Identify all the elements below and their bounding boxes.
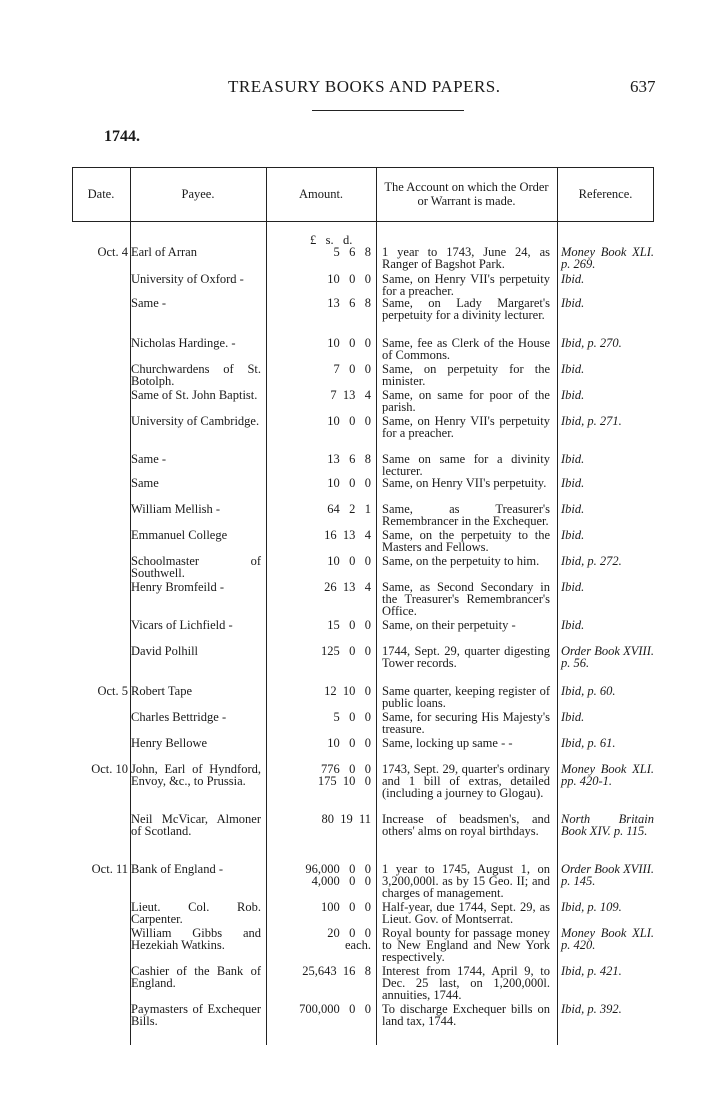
row-account: Same, on Henry VII's perpetuity for a preacher. (382, 414, 550, 440)
row-payee: David Polhill (131, 644, 199, 658)
row-payee: Charles Bettridge - (131, 710, 227, 724)
row-amount: 10 0 0 (327, 414, 371, 428)
row-reference: Money Book XLI. p. 420. (561, 926, 654, 952)
row-payee: Emmanuel College (131, 528, 228, 542)
row-account: Same quarter, keeping register of public loans. (382, 684, 550, 710)
row-payee: Paymasters of Exchequer Bills. (131, 1002, 261, 1028)
row-amount: 5 6 8 (333, 245, 371, 259)
row-reference: Money Book XLI. p. 269. (561, 245, 654, 271)
row-reference: Ibid, p. 421. (561, 964, 622, 978)
row-account: Same, on Henry VII's perpetuity for a preacher. (382, 272, 550, 298)
row-amount: 64 2 1 (327, 502, 371, 516)
row-amount: 700,000 0 0 (299, 1002, 371, 1016)
row-payee: Neil McVicar, Almoner of Scotland. (131, 812, 261, 838)
row-amount: 776 0 0 175 10 0 (317, 762, 371, 788)
row-reference: Ibid. (561, 528, 585, 542)
amount-units: £ s. d. (310, 233, 353, 247)
row-reference: Ibid. (561, 272, 585, 286)
row-reference: Ibid. (561, 502, 585, 516)
row-reference: Ibid. (561, 362, 585, 376)
row-amount: 25,643 16 8 (302, 964, 371, 978)
row-amount: 7 0 0 (333, 362, 371, 376)
header-account: The Account on which the Order or Warrant is made. (384, 180, 549, 208)
row-payee: Robert Tape (131, 684, 193, 698)
row-account: 1744, Sept. 29, quarter digesting Tower records. (382, 644, 550, 670)
row-payee: Schoolmaster of Southwell. (131, 554, 261, 580)
row-account: 1 year to 1743, June 24, as Ranger of Bagshot Park. (382, 245, 550, 271)
row-payee: Earl of Arran (131, 245, 197, 259)
row-account: Same, as Second Secondary in the Treasurer's Remembrancer's Office. (382, 580, 550, 618)
col-divider (376, 167, 377, 1045)
row-reference: Ibid. (561, 710, 585, 724)
row-payee: William Mellish - (131, 502, 221, 516)
row-payee: Same (131, 476, 159, 490)
header-bottom-rule (72, 221, 654, 222)
row-account: Interest from 1744, April 9, to Dec. 25 last, on 1,200,000l. annuities, 1744. (382, 964, 550, 1002)
row-reference: Ibid, p. 392. (561, 1002, 622, 1016)
row-amount: 10 0 0 (327, 476, 371, 490)
treasury-table (72, 167, 654, 1045)
row-account: Same, on perpetuity for the minister. (382, 362, 550, 388)
header-reference: Reference. (578, 187, 633, 201)
row-payee: Churchwardens of St. Botolph. (131, 362, 261, 388)
row-account: Same, on the perpetuity to the Masters and Fellows. (382, 528, 550, 554)
row-amount: 10 0 0 (327, 272, 371, 286)
row-payee: Nicholas Hardinge. - (131, 336, 236, 350)
row-payee: Same - (131, 296, 167, 310)
col-divider (557, 167, 558, 1045)
row-reference: Ibid, p. 109. (561, 900, 622, 914)
row-amount: 7 13 4 (330, 388, 371, 402)
row-reference: Ibid, p. 61. (561, 736, 616, 750)
row-account: 1743, Sept. 29, quarter's ordinary and 1 bill of extras, detailed (including a journey to Glogau). (382, 762, 550, 800)
row-payee: Cashier of the Bank of England. (131, 964, 261, 990)
row-payee: Same of St. John Baptist. (131, 388, 258, 402)
row-account: Royal bounty for passage money to New England and New York respectively. (382, 926, 550, 964)
header-rule (312, 110, 464, 111)
row-reference: Ibid, p. 272. (561, 554, 622, 568)
col-divider (266, 167, 267, 1045)
row-reference: Ibid. (561, 388, 585, 402)
row-reference: Order Book XVIII. p. 56. (561, 644, 654, 670)
row-amount: 16 13 4 (324, 528, 371, 542)
row-reference: North Britain Book XIV. p. 115. (561, 812, 654, 838)
row-payee: Same - (131, 452, 167, 466)
row-payee: William Gibbs and Hezekiah Watkins. (131, 926, 261, 952)
row-account: Increase of beadsmen's, and others' alms on royal birthdays. (382, 812, 550, 838)
row-payee: University of Oxford - (131, 272, 244, 286)
row-reference: Ibid. (561, 580, 585, 594)
row-date: Oct. 5 (97, 684, 128, 698)
row-account: Same, as Treasurer's Remembrancer in the Exchequer. (382, 502, 550, 528)
header-date: Date. (87, 187, 115, 201)
row-amount: 26 13 4 (324, 580, 371, 594)
row-account: Same on same for a divinity lecturer. (382, 452, 550, 478)
row-reference: Ibid, p. 270. (561, 336, 622, 350)
row-account: Same, on Henry VII's perpetuity. (382, 476, 547, 490)
row-amount: 10 0 0 (327, 336, 371, 350)
row-payee: Lieut. Col. Rob. Carpenter. (131, 900, 261, 926)
header-payee: Payee. (181, 187, 215, 201)
row-amount: 15 0 0 (327, 618, 371, 632)
row-payee: Henry Bellowe (131, 736, 208, 750)
row-amount: 12 10 0 (324, 684, 371, 698)
row-amount: 20 0 0 each. (327, 926, 371, 952)
row-amount: 13 6 8 (327, 452, 371, 466)
row-reference: Ibid. (561, 452, 585, 466)
row-date: Oct. 11 (91, 862, 128, 876)
row-account: Same, on Lady Margaret's perpetuity for a divinity lecturer. (382, 296, 550, 322)
row-account: To discharge Exchequer bills on land tax, 1744. (382, 1002, 550, 1028)
row-reference: Ibid, p. 271. (561, 414, 622, 428)
row-payee: Vicars of Lichfield - (131, 618, 233, 632)
row-account: Same, locking up same - - (382, 736, 513, 750)
row-amount: 80 19 11 (321, 812, 371, 826)
row-account: Same, on their perpetuity - (382, 618, 516, 632)
row-payee: University of Cambridge. (131, 414, 260, 428)
row-reference: Ibid, p. 60. (561, 684, 616, 698)
page-number: 637 (630, 77, 656, 96)
row-reference: Ibid. (561, 296, 585, 310)
row-date: Oct. 4 (97, 245, 128, 259)
row-reference: Ibid. (561, 476, 585, 490)
row-amount: 100 0 0 (321, 900, 371, 914)
row-account: 1 year to 1745, August 1, on 3,200,000l. as by 15 Geo. II; and charges of management. (382, 862, 550, 900)
running-title: TREASURY BOOKS AND PAPERS. (228, 77, 501, 96)
row-reference: Order Book XVIII. p. 145. (561, 862, 654, 888)
row-account: Same, on the perpetuity to him. (382, 554, 540, 568)
row-account: Half-year, due 1744, Sept. 29, as Lieut. Gov. of Montserrat. (382, 900, 550, 926)
year-heading: 1744. (104, 128, 140, 145)
row-account: Same, for securing His Majesty's treasure. (382, 710, 550, 736)
row-payee: John, Earl of Hyndford, Envoy, &c., to Prussia. (131, 762, 261, 788)
row-amount: 10 0 0 (327, 736, 371, 750)
row-payee: Henry Bromfeild - (131, 580, 225, 594)
row-amount: 125 0 0 (321, 644, 371, 658)
header-amount: Amount. (298, 187, 344, 201)
row-amount: 10 0 0 (327, 554, 371, 568)
row-date: Oct. 10 (91, 762, 128, 776)
row-reference: Ibid. (561, 618, 585, 632)
row-payee: Bank of England - (131, 862, 223, 876)
row-amount: 96,000 0 0 4,000 0 0 (305, 862, 371, 888)
row-reference: Money Book XLI. pp. 420-1. (561, 762, 654, 788)
row-amount: 5 0 0 (333, 710, 371, 724)
row-account: Same, on same for poor of the parish. (382, 388, 550, 414)
row-account: Same, fee as Clerk of the House of Commons. (382, 336, 550, 362)
row-amount: 13 6 8 (327, 296, 371, 310)
